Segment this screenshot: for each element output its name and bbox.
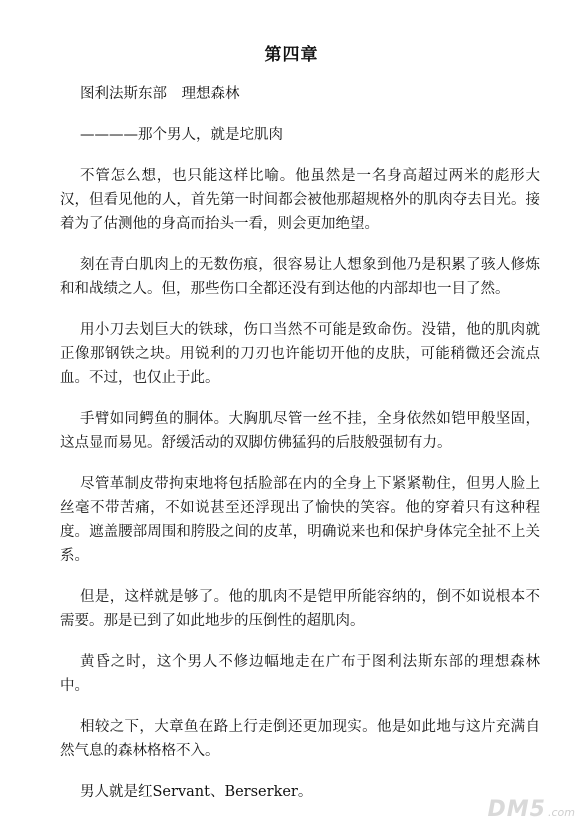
paragraph: 男人就是红Servant、Berserker。 (80, 784, 313, 800)
paragraph: 不管怎么想，也只能这样比喻。他虽然是一名身高超过两米的彪形大汉，但看见他的人，首先第一时间都会被他那超规格外的肌肉夺去目光。接着为了估测他的身高而抬头一看，则会更加绝望。 (60, 168, 540, 232)
paragraph: 尽管革制皮带拘束地将包括脸部在内的全身上下紧紧勒住，但男人脸上丝毫不带苦痛，不如说甚至还浮现出了愉快的笑容。他的穿着只有这种程度。遮盖腰部周围和胯股之间的皮革，明确说来也和保护身体完全扯不上关系。 (60, 476, 540, 564)
paragraph: 但是，这样就是够了。他的肌肉不是铠甲所能容纳的，倒不如说根本不需要。那是已到了如此地步的压倒性的超肌肉。 (60, 589, 540, 629)
location-line: 图利法斯东部 理想森林 (80, 86, 240, 102)
watermark-text: DM5 (487, 797, 546, 822)
paragraph: 刻在青白肌肉上的无数伤痕，很容易让人想象到他乃是积累了骇人修炼和和战绩之人。但，那些伤口全都还没有到达他的内部却也一目了然。 (60, 257, 540, 297)
paragraph: 黄昏之时，这个男人不修边幅地走在广布于图利法斯东部的理想森林中。 (60, 654, 540, 694)
paragraph: 相较之下，大章鱼在路上行走倒还更加现实。他是如此地与这片充满自然气息的森林格格不入。 (60, 719, 540, 759)
watermark-suffix: .com (548, 806, 575, 819)
watermark-logo (488, 797, 575, 822)
subtitle-line: ————那个男人，就是坨肌肉 (80, 127, 283, 143)
paragraph: 用小刀去划巨大的铁球，伤口当然不可能是致命伤。没错，他的肌肉就正像那钢铁之块。用锐利的刀刃也许能切开他的皮肤，可能稍微还会流点血。不过，也仅止于此。 (60, 322, 540, 386)
paragraph: 手臂如同鳄鱼的胴体。大胸肌尽管一丝不挂，全身依然如铠甲般坚固，这点显而易见。舒缓活动的双脚仿佛猛犸的后肢般强韧有力。 (60, 411, 540, 451)
chapter-title: 第四章 (264, 45, 319, 65)
chapter-content (60, 82, 540, 821)
